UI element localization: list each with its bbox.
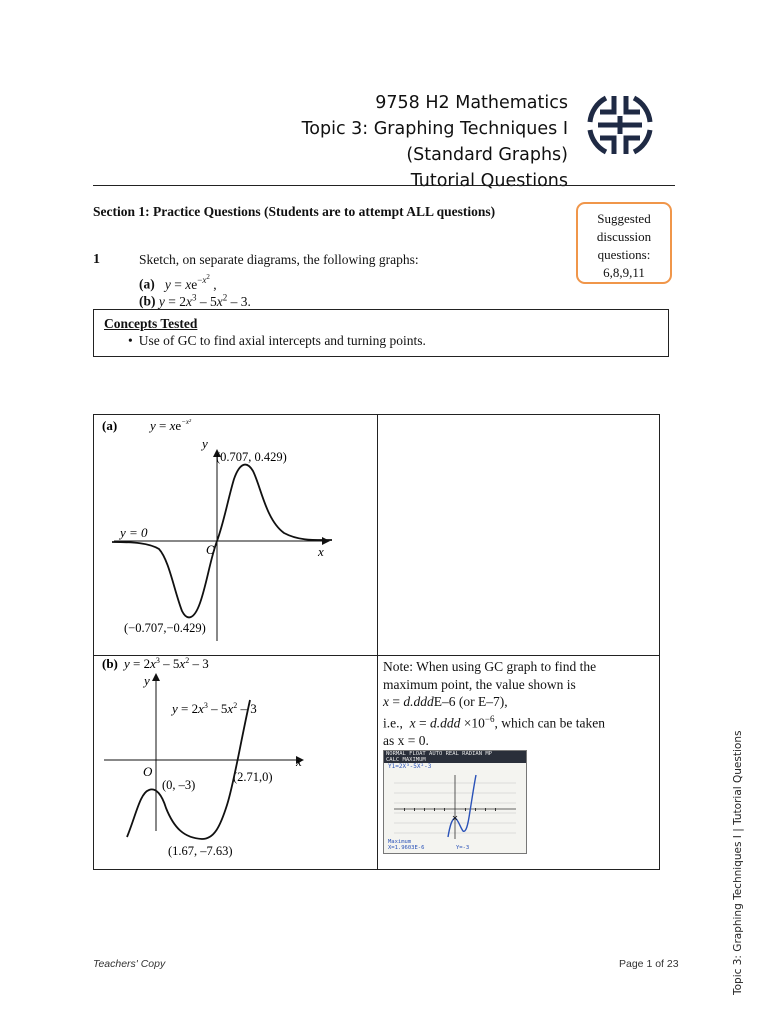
graph-b-curve-label: $y = 2x^3 - 5x^2 - 3$ (172, 701, 257, 716)
graph-a-label: (a) (102, 418, 118, 433)
graph-a-y-label: y (202, 436, 208, 451)
title-line-3: (Standard Graphs) (406, 145, 568, 165)
suggested-line-3: questions: (597, 247, 651, 262)
concepts-item (128, 332, 658, 350)
title-line-1: 9758 H2 Mathematics (375, 93, 568, 113)
graph-b-min-point: (1.67, –7.63) (168, 844, 233, 858)
gc-screenshot (383, 750, 527, 854)
page-number: Page 1 of 23 (619, 958, 679, 970)
graph-b-label: (b) (102, 656, 118, 671)
graph-a-min-point: (−0.707,−0.429) (124, 621, 206, 635)
part-a-label: (a) (139, 276, 155, 292)
answer-table (93, 414, 660, 870)
part-b-label: (b) (139, 293, 156, 309)
bullet-icon: • (128, 333, 133, 348)
gc-note (383, 658, 648, 749)
graph-b-max-point: (0, –3) (162, 778, 196, 792)
concepts-title: Concepts Tested (104, 316, 198, 331)
graph-b-equation: $y = 2x^3 - 5x^2 - 3$ (124, 656, 209, 671)
question-number: 1 (93, 252, 100, 267)
graph-b-x-label: x (296, 754, 302, 769)
note-line-3 (383, 693, 648, 711)
gc-function: Y1=2X³-5X²-3 (388, 763, 432, 770)
graph-a-x-label: x (318, 544, 324, 559)
concepts-item-text: Use of GC to find axial intercepts and turning points. (138, 333, 426, 348)
gc-status-bar (384, 751, 526, 763)
graph-a-max-point: (0.707, 0.429) (216, 450, 287, 464)
footer-copy-label: Teachers' Copy (93, 958, 166, 970)
question-part-a (139, 273, 217, 293)
note-taken: , which can be taken (494, 715, 606, 730)
document-title (148, 90, 568, 194)
gc-result (388, 839, 424, 851)
title-line-4: Tutorial Questions (410, 171, 568, 191)
note-exponent: E–6 (or E–7), (433, 694, 508, 709)
note-ie: i.e., (383, 715, 403, 730)
note-value: d.ddd (403, 694, 434, 709)
graph-b-origin: O (143, 764, 153, 779)
header-divider (93, 185, 675, 186)
graph-a-asymptote-label: y = 0 (120, 525, 148, 540)
note-line-2: maximum point, the value shown is (383, 676, 576, 692)
gc-result-label: Maximum (388, 839, 412, 845)
graph-b-root-point: (2.71,0) (233, 770, 273, 784)
question-part-b (139, 292, 251, 310)
graph-b-y-label: y (144, 673, 150, 688)
note-line-1: Note: When using GC graph to find the (383, 659, 597, 674)
side-topic-label: Topic 3: Graphing Techniques I | Tutorial Questions (732, 730, 744, 995)
graphs-canvas (94, 415, 661, 871)
graph-a-equation: $y = xe^{-x^2}$ (150, 418, 192, 433)
gc-status-text: NORMAL FLOAT AUTO REAL RADIAN MP (386, 751, 492, 757)
part-b-equation: $y = 2x^3 - 5x^2 - 3$. (158, 292, 251, 309)
gc-mode-text: CALC MAXIMUM (386, 757, 426, 763)
gc-y-value: Y=-3 (456, 845, 470, 851)
question-text: Sketch, on separate diagrams, the following graphs: (139, 252, 419, 267)
note-x-var: x (383, 694, 389, 709)
concepts-tested-box (93, 309, 669, 357)
section-heading: Section 1: Practice Questions (Students are to attempt ALL questions) (93, 204, 496, 219)
suggested-line-1: Suggested (597, 211, 651, 226)
note-equals: = (389, 694, 404, 709)
note-line-5: as x = 0. (383, 732, 429, 748)
note-line-4: i.e., $x = d.ddd \times 10^{-6}$, which can be taken (383, 713, 606, 730)
graph-a-origin: O (206, 542, 216, 557)
suggested-line-4: 6,8,9,11 (603, 265, 645, 280)
part-a-equation: $y = xe^{-x^2}$ , (164, 273, 217, 292)
gc-x-value: X=1.9603E-6 (388, 845, 425, 851)
gc-plot-curve (448, 775, 476, 837)
school-logo-icon (584, 92, 656, 158)
title-line-2: Topic 3: Graphing Techniques I (301, 119, 568, 139)
suggested-line-2: discussion (596, 229, 652, 244)
suggested-questions-box (576, 202, 672, 284)
